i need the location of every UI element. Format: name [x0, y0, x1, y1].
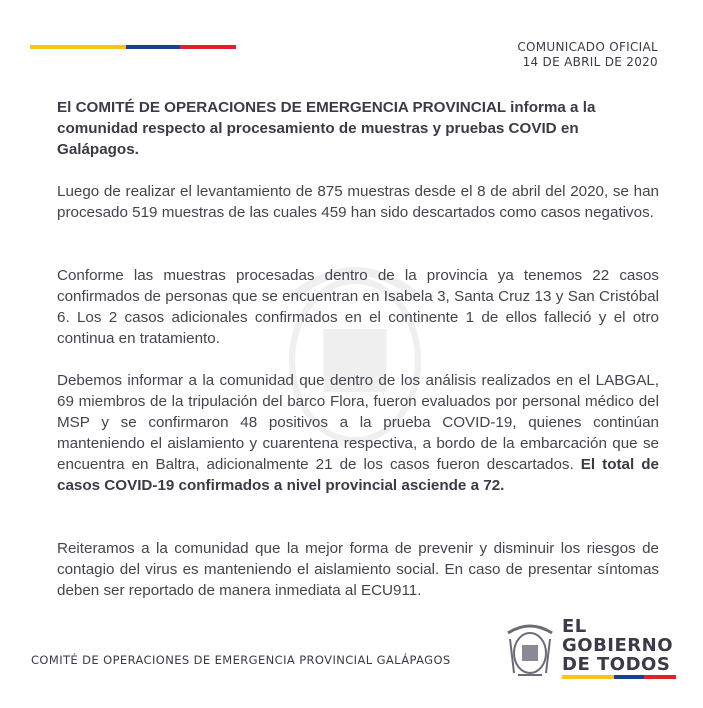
logo-red-stripe — [644, 675, 676, 679]
samples-paragraph: Luego de realizar el levantamiento de 875 muestras desde el 8 de abril del 2020, se han procesado 519 muestras de las cuales 459 han sido descartados como casos negativos. — [57, 183, 659, 221]
flag-yellow-stripe — [30, 45, 126, 49]
logo-flag-bar — [562, 675, 676, 679]
flag-blue-stripe — [126, 45, 180, 49]
document-label: COMUNICADO OFICIAL — [517, 40, 658, 54]
logo-line-gobierno: GOBIERNO — [562, 635, 674, 656]
committee-footer: COMITÉ DE OPERACIONES DE EMERGENCIA PROVINCIAL GALÁPAGOS — [31, 653, 451, 667]
logo-blue-stripe — [614, 675, 644, 679]
gobierno-logo — [500, 615, 680, 690]
flag-red-stripe — [180, 45, 236, 49]
flag-color-bar — [30, 45, 236, 49]
labgal-text: Debemos informar a la comunidad que dentro de los análisis realizados en el LABGAL, 69 miembros de la tripulación del barco Flora, fueron evaluados por personal médico del MSP y se confirmaron 48 positivos a la prueba COVID-19, quienes continúan manteniendo el aislamiento y cuarentena respectiva, a bordo de la embarcación que se encuentra en Baltra, adicionalmente 21 de los casos fueron descartados. — [57, 372, 659, 473]
document-date: 14 DE ABRIL DE 2020 — [522, 55, 658, 69]
logo-yellow-stripe — [562, 675, 614, 679]
confirmed-cases-paragraph: Conforme las muestras procesadas dentro de la provincia ya tenemos 22 casos confirmados de personas que se encuentran en Isabela 3, Santa Cruz 13 y San Cristóbal 6. Los 2 casos adicionales confirmados en el continente 1 de ellos falleció y el otro continua en tratamiento. — [57, 267, 659, 347]
prevention-paragraph: Reiteramos a la comunidad que la mejor forma de prevenir y disminuir los riesgos de contagio del virus es manteniendo el aislamiento social. En caso de presentar síntomas deben ser reportado de manera inmediata al ECU911. — [57, 540, 659, 599]
logo-line-el: EL — [562, 616, 587, 637]
lead-paragraph: El COMITÉ DE OPERACIONES DE EMERGENCIA PROVINCIAL informa a la comunidad respecto al procesamiento de muestras y pruebas COVID en Galápagos. — [57, 99, 596, 158]
coat-of-arms-icon — [500, 619, 560, 681]
labgal-paragraph — [57, 370, 659, 496]
logo-wordmark — [562, 617, 673, 674]
total-cases-statement: El total de casos COVID-19 confirmados a nivel provincial asciende a 72. — [57, 456, 659, 494]
logo-line-de-todos: DE TODOS — [562, 654, 671, 675]
header-meta — [517, 40, 658, 70]
